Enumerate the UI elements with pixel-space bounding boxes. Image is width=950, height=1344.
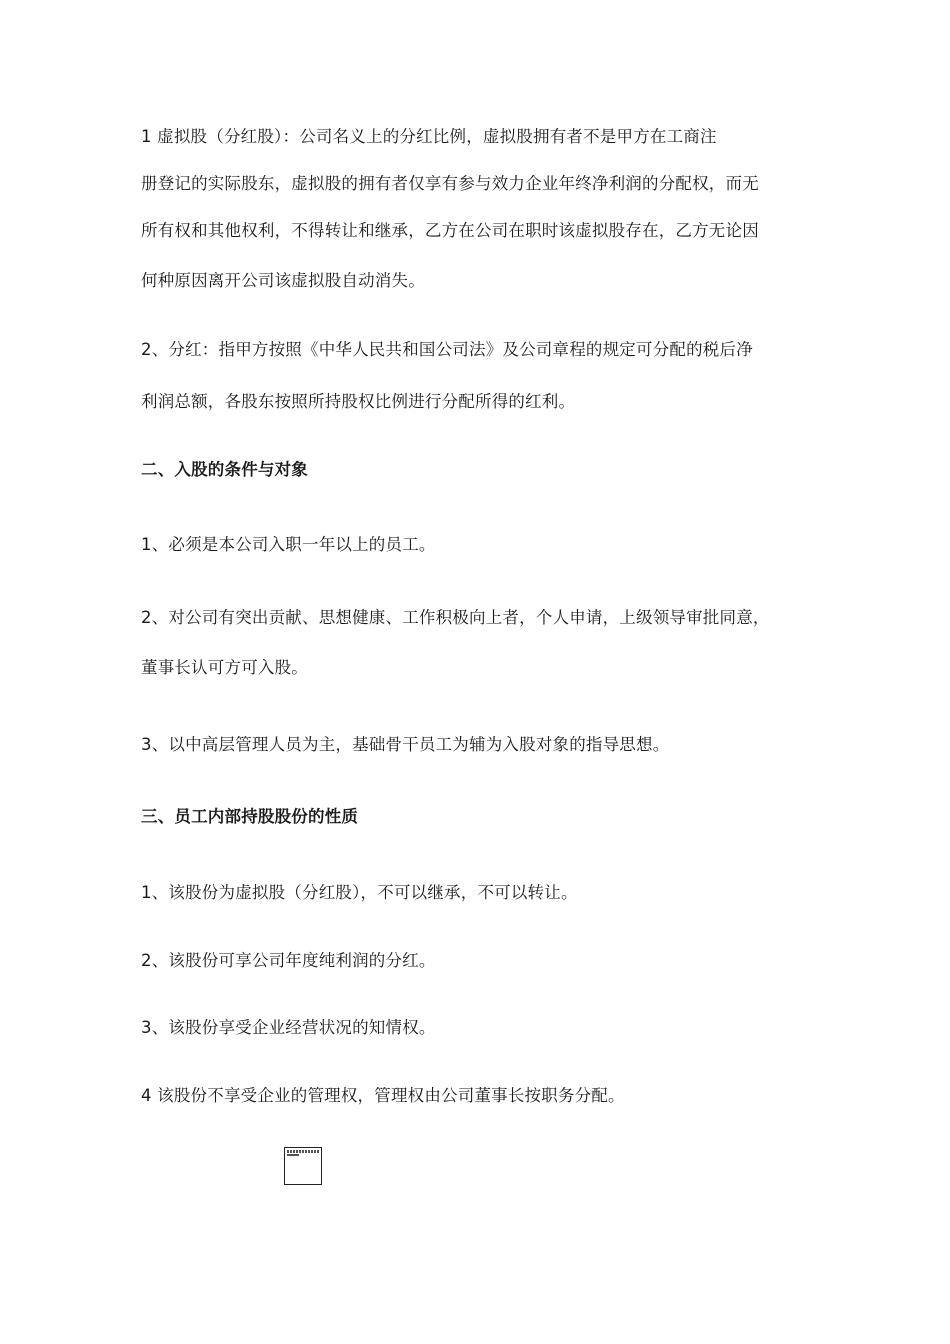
paragraph-line-2: 册登记的实际股东，虚拟股的拥有者仅享有参与效力企业年终净利润的分配权，而无 xyxy=(141,174,759,193)
paragraph-line-12: 2、该股份可享公司年度纯利润的分红。 xyxy=(141,951,436,970)
paragraph-line-10: 3、以中高层管理人员为主，基础骨干员工为辅为入股对象的指导思想。 xyxy=(141,735,670,754)
paragraph-line-1: 1 虚拟股（分红股）：公司名义上的分红比例，虚拟股拥有者不是甲方在工商注 xyxy=(141,127,717,146)
section-heading-2: 二、入股的条件与对象 xyxy=(141,460,308,479)
paragraph-line-4: 何种原因离开公司该虚拟股自动消失。 xyxy=(141,271,425,290)
paragraph-line-11: 1、该股份为虚拟股（分红股），不可以继承，不可以转让。 xyxy=(141,883,578,902)
section-heading-3: 三、员工内部持股股份的性质 xyxy=(141,807,359,826)
paragraph-line-8: 2、对公司有突出贡献、思想健康、工作积极向上者，个人申请，上级领导审批同意， xyxy=(141,608,770,627)
paragraph-line-14: 4 该股份不享受企业的管理权，管理权由公司董事长按职务分配。 xyxy=(141,1086,625,1105)
image-text-placeholder-2 xyxy=(287,1154,299,1156)
embedded-image-box xyxy=(284,1147,322,1185)
paragraph-line-6: 利润总额，各股东按照所持股权比例进行分配所得的红利。 xyxy=(141,392,576,411)
paragraph-line-9: 董事长认可方可入股。 xyxy=(141,658,308,677)
paragraph-line-7: 1、必须是本公司入职一年以上的员工。 xyxy=(141,535,436,554)
paragraph-line-13: 3、该股份享受企业经营状况的知情权。 xyxy=(141,1018,436,1037)
paragraph-line-3: 所有权和其他权利，不得转让和继承，乙方在公司在职时该虚拟股存在，乙方无论因 xyxy=(141,221,759,240)
paragraph-line-5: 2、分红：指甲方按照《中华人民共和国公司法》及公司章程的规定可分配的税后净 xyxy=(141,340,753,359)
image-text-placeholder xyxy=(287,1150,319,1153)
